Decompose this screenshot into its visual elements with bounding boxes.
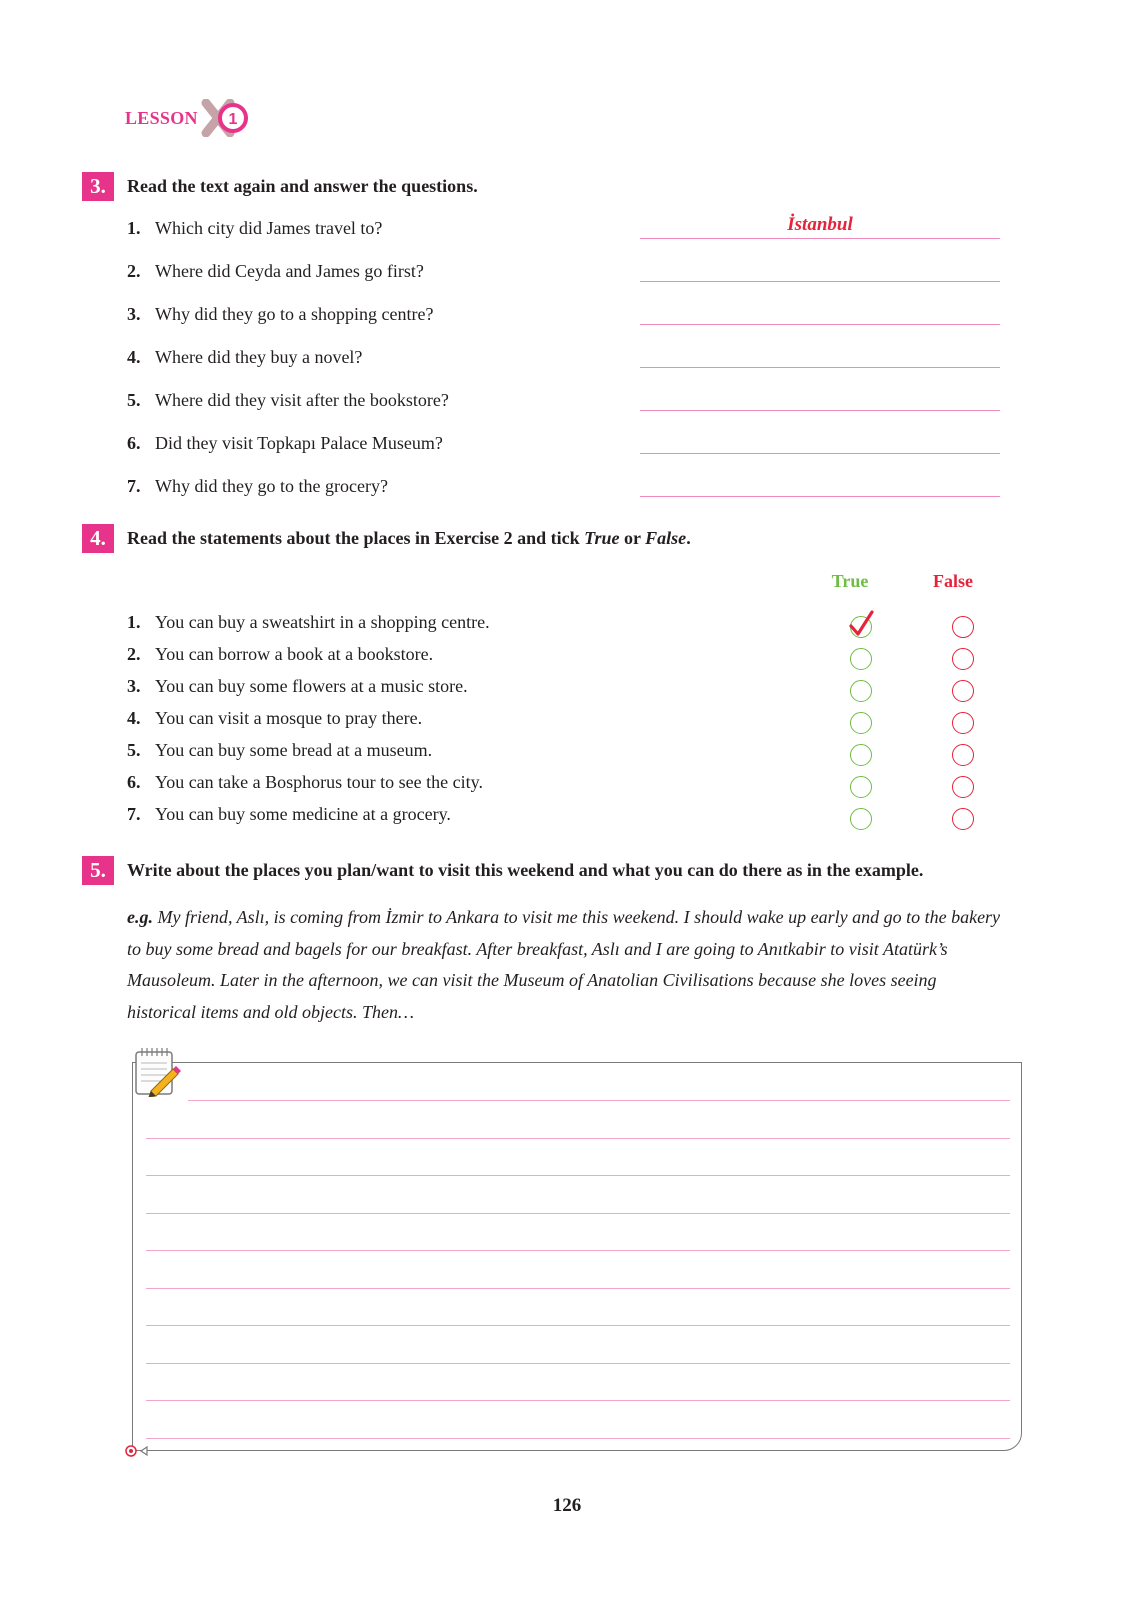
statement-number: 1. (127, 612, 141, 632)
writing-box[interactable] (132, 1062, 1022, 1451)
writing-line[interactable] (188, 1100, 1010, 1101)
question-number: 7. (127, 476, 141, 496)
question-5 (127, 390, 449, 411)
example-label: e.g. (127, 907, 153, 927)
question-text: Where did they buy a novel? (155, 347, 363, 367)
false-option[interactable] (952, 808, 974, 830)
exercise-4-number: 4. (82, 524, 114, 553)
statement-text: You can buy some flowers at a music store. (155, 676, 468, 696)
answer-line[interactable] (640, 453, 1000, 454)
question-text: Where did they visit after the bookstore? (155, 390, 449, 410)
answer-line[interactable] (640, 367, 1000, 368)
false-option[interactable] (952, 712, 974, 734)
question-number: 5. (127, 390, 141, 410)
true-option[interactable] (850, 776, 872, 798)
example-text: My friend, Aslı, is coming from İzmir to Ankara to visit me this weekend. I should wake up early and go to the bakery to buy some bread and bagels for our breakfast. After breakfast, Aslı and I are going to Anıtkabir to visit Atatürk’s Mausoleum. Later in the afternoon, we can visit the Museum of Anatolian Civilisations because she loves seeing historical items and old objects. Then… (127, 907, 1001, 1022)
true-option[interactable] (850, 648, 872, 670)
statement-number: 5. (127, 740, 141, 760)
writing-line[interactable] (146, 1138, 1010, 1139)
exercise-3-title: Read the text again and answer the questions. (127, 176, 478, 196)
answer-text: İstanbul (787, 214, 853, 235)
true-option[interactable] (850, 744, 872, 766)
question-number: 4. (127, 347, 141, 367)
answer-line[interactable] (640, 496, 1000, 497)
true-option[interactable] (850, 680, 872, 702)
exercise-4-title: Read the statements about the places in Exercise 2 and tick True or False. (127, 528, 691, 548)
statement-1 (127, 612, 490, 633)
answer-line[interactable] (640, 410, 1000, 411)
statement-4 (127, 708, 422, 729)
statement-text: You can buy some bread at a museum. (155, 740, 433, 760)
checkmark-icon (847, 609, 875, 639)
statement-text: You can take a Bosphorus tour to see the city. (155, 772, 483, 792)
writing-line[interactable] (146, 1363, 1010, 1364)
statement-number: 7. (127, 804, 141, 824)
true-option[interactable] (850, 808, 872, 830)
statement-5 (127, 740, 432, 761)
question-6 (127, 433, 443, 454)
statement-2 (127, 644, 433, 665)
writing-line[interactable] (146, 1213, 1010, 1214)
question-text: Where did Ceyda and James go first? (155, 261, 424, 281)
answer-line[interactable] (640, 324, 1000, 325)
exercise-3-number: 3. (82, 172, 114, 201)
question-4 (127, 347, 362, 368)
lesson-label: LESSON (125, 108, 198, 128)
question-7 (127, 476, 388, 497)
false-option[interactable] (952, 648, 974, 670)
question-number: 6. (127, 433, 141, 453)
notebook-pencil-icon (133, 1045, 181, 1097)
writing-line[interactable] (146, 1325, 1010, 1326)
false-column-header: False (933, 571, 973, 591)
question-text: Why did they go to the grocery? (155, 476, 388, 496)
statement-text: You can visit a mosque to pray there. (155, 708, 423, 728)
statement-number: 3. (127, 676, 141, 696)
page-number: 126 (552, 1495, 582, 1516)
question-text: Did they visit Topkapı Palace Museum? (155, 433, 443, 453)
question-1 (127, 218, 382, 239)
false-option[interactable] (952, 616, 974, 638)
writing-line[interactable] (146, 1250, 1010, 1251)
writing-line[interactable] (146, 1400, 1010, 1401)
lesson-number: 1 (228, 111, 238, 128)
statement-6 (127, 772, 483, 793)
exercise-5-number: 5. (82, 856, 114, 885)
statement-number: 2. (127, 644, 141, 664)
question-text: Why did they go to a shopping centre? (155, 304, 434, 324)
question-text: Which city did James travel to? (155, 218, 383, 238)
false-option[interactable] (952, 744, 974, 766)
writing-line[interactable] (146, 1288, 1010, 1289)
statement-number: 6. (127, 772, 141, 792)
example-paragraph (127, 902, 1007, 1028)
exercise-5-title: Write about the places you plan/want to visit this weekend and what you can do there as in the example. (127, 860, 924, 880)
answer-line[interactable] (640, 238, 1000, 239)
true-column-header: True (831, 571, 869, 591)
question-2 (127, 261, 424, 282)
writing-line[interactable] (146, 1175, 1010, 1176)
statement-text: You can buy a sweatshirt in a shopping centre. (155, 612, 490, 632)
answer-line[interactable] (640, 281, 1000, 282)
lesson-x-logo-icon (200, 99, 252, 137)
statement-3 (127, 676, 468, 697)
statement-text: You can borrow a book at a bookstore. (155, 644, 434, 664)
question-number: 2. (127, 261, 141, 281)
question-3 (127, 304, 433, 325)
question-number: 1. (127, 218, 141, 238)
statement-7 (127, 804, 451, 825)
false-option[interactable] (952, 776, 974, 798)
arrow-left-icon (124, 1443, 156, 1459)
writing-line[interactable] (146, 1438, 1010, 1439)
true-option[interactable] (850, 712, 872, 734)
question-number: 3. (127, 304, 141, 324)
statement-number: 4. (127, 708, 141, 728)
statement-text: You can buy some medicine at a grocery. (155, 804, 451, 824)
false-option[interactable] (952, 680, 974, 702)
